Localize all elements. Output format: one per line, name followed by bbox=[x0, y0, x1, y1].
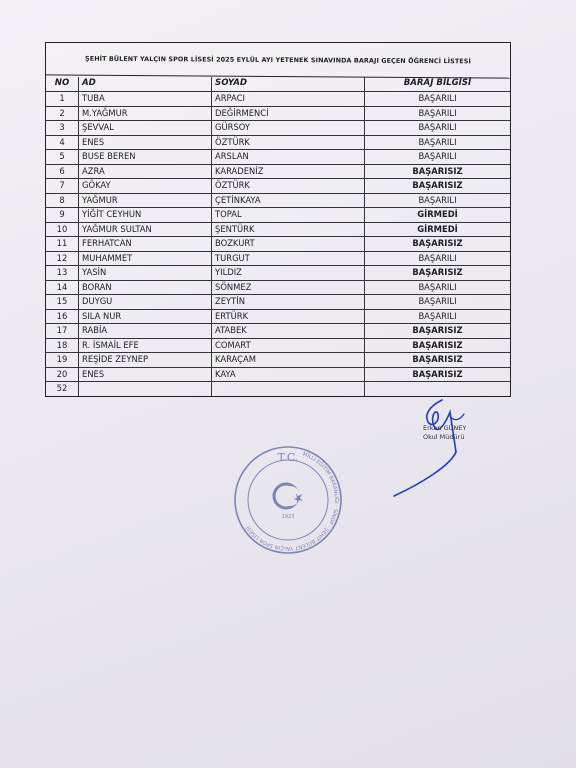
table-row bbox=[46, 338, 510, 353]
row-ad: DUYGU bbox=[79, 295, 212, 310]
row-ad: TUBA bbox=[79, 92, 212, 107]
header-soyad: SOYAD bbox=[212, 77, 365, 92]
row-no: 12 bbox=[46, 251, 79, 266]
table-row bbox=[46, 208, 510, 223]
table-title: ŞEHİT BÜLENT YALÇIN SPOR LİSESİ 2025 EYLÜL AYI YETENEK SINAVINDA BARAJI GEÇEN ÖĞRENCİ LİSTESİ bbox=[46, 41, 510, 78]
table-row bbox=[46, 92, 510, 107]
row-soyad: GÜRSOY bbox=[212, 121, 365, 136]
table-row bbox=[46, 179, 510, 194]
header-no: NO bbox=[46, 77, 79, 92]
seal-year: 1923 bbox=[281, 514, 295, 520]
row-ad: GÖKAY bbox=[79, 179, 212, 194]
table-row bbox=[46, 106, 510, 121]
row-no: 52 bbox=[46, 382, 79, 396]
row-baraj: BAŞARILI bbox=[365, 295, 511, 310]
row-ad: RABİA bbox=[79, 324, 212, 339]
row-soyad: ŞENTÜRK bbox=[212, 222, 365, 237]
row-baraj: BAŞARISIZ bbox=[365, 324, 511, 339]
row-ad: FERHATCAN bbox=[79, 237, 212, 252]
row-ad bbox=[79, 382, 212, 396]
row-ad: YAĞMUR bbox=[79, 193, 212, 208]
table-row bbox=[46, 193, 510, 208]
row-soyad: COMART bbox=[212, 338, 365, 353]
table-row bbox=[46, 324, 510, 339]
row-ad: YAĞMUR SULTAN bbox=[79, 222, 212, 237]
table-row bbox=[46, 266, 510, 281]
row-no: 9 bbox=[46, 208, 79, 223]
row-baraj: BAŞARILI bbox=[365, 150, 511, 165]
row-no: 8 bbox=[46, 193, 79, 208]
row-baraj: BAŞARILI bbox=[365, 121, 511, 136]
row-ad: MUHAMMET bbox=[79, 251, 212, 266]
row-soyad: ÖZTÜRK bbox=[212, 135, 365, 150]
row-soyad: ÖZTÜRK bbox=[212, 179, 365, 194]
table-row bbox=[46, 280, 510, 295]
row-baraj: BAŞARISIZ bbox=[365, 266, 511, 281]
row-baraj: BAŞARILI bbox=[365, 309, 511, 324]
row-no: 6 bbox=[46, 164, 79, 179]
row-ad: BUSE BEREN bbox=[79, 150, 212, 165]
table-row bbox=[46, 121, 510, 136]
row-ad: YASİN bbox=[79, 266, 212, 281]
signer-role: Okul Müdürü bbox=[423, 433, 465, 441]
row-no: 1 bbox=[46, 92, 79, 107]
row-no: 15 bbox=[46, 295, 79, 310]
row-soyad bbox=[212, 382, 365, 396]
row-soyad: ARPACI bbox=[212, 92, 365, 107]
table-row bbox=[46, 353, 510, 368]
table-row bbox=[46, 222, 510, 237]
row-ad: M.YAĞMUR bbox=[79, 106, 212, 121]
row-soyad: KARADENİZ bbox=[212, 164, 365, 179]
table-row bbox=[46, 237, 510, 252]
row-soyad: BOZKURT bbox=[212, 237, 365, 252]
table-row bbox=[46, 150, 510, 165]
row-soyad: KAYA bbox=[212, 367, 365, 382]
row-no: 3 bbox=[46, 121, 79, 136]
table-row bbox=[46, 164, 510, 179]
row-ad: BORAN bbox=[79, 280, 212, 295]
row-no: 11 bbox=[46, 237, 79, 252]
row-ad: SILA NUR bbox=[79, 309, 212, 324]
row-baraj: BAŞARILI bbox=[365, 193, 511, 208]
row-baraj: GİRMEDİ bbox=[365, 222, 511, 237]
row-baraj: BAŞARISIZ bbox=[365, 353, 511, 368]
row-ad: REŞİDE ZEYNEP bbox=[79, 353, 212, 368]
row-baraj: BAŞARISIZ bbox=[365, 164, 511, 179]
row-baraj: BAŞARISIZ bbox=[365, 237, 511, 252]
table-row bbox=[46, 135, 510, 150]
row-soyad: DEĞİRMENCİ bbox=[212, 106, 365, 121]
row-no: 7 bbox=[46, 179, 79, 194]
signer-name: Erkan GÜNEY bbox=[423, 424, 467, 432]
row-soyad: ÇETİNKAYA bbox=[212, 193, 365, 208]
row-no: 17 bbox=[46, 324, 79, 339]
row-ad: YİĞİT CEYHUN bbox=[79, 208, 212, 223]
row-ad: ENES bbox=[79, 367, 212, 382]
row-no: 19 bbox=[46, 353, 79, 368]
table-row bbox=[46, 309, 510, 324]
row-soyad: ZEYTİN bbox=[212, 295, 365, 310]
header-row bbox=[46, 77, 510, 92]
row-ad: ŞEVVAL bbox=[79, 121, 212, 136]
row-soyad: SÖNMEZ bbox=[212, 280, 365, 295]
row-baraj: BAŞARILI bbox=[365, 251, 511, 266]
row-baraj: BAŞARISIZ bbox=[365, 179, 511, 194]
row-soyad: ARSLAN bbox=[212, 150, 365, 165]
official-seal bbox=[232, 444, 344, 556]
row-baraj: BAŞARILI bbox=[365, 106, 511, 121]
row-baraj: BAŞARILI bbox=[365, 280, 511, 295]
row-baraj: BAŞARILI bbox=[365, 135, 511, 150]
row-baraj: GİRMEDİ bbox=[365, 208, 511, 223]
row-baraj: BAŞARISIZ bbox=[365, 338, 511, 353]
row-soyad: TURGUT bbox=[212, 251, 365, 266]
row-soyad: ERTÜRK bbox=[212, 309, 365, 324]
row-baraj: BAŞARISIZ bbox=[365, 367, 511, 382]
row-no: 18 bbox=[46, 338, 79, 353]
row-ad: ENES bbox=[79, 135, 212, 150]
table-row bbox=[46, 367, 510, 382]
row-soyad: YILDIZ bbox=[212, 266, 365, 281]
header-baraj: BARAJ BİLGİSİ bbox=[365, 77, 511, 92]
row-no: 14 bbox=[46, 280, 79, 295]
row-soyad: KARAÇAM bbox=[212, 353, 365, 368]
header-ad: AD bbox=[79, 77, 212, 92]
row-ad: AZRA bbox=[79, 164, 212, 179]
row-no: 2 bbox=[46, 106, 79, 121]
result-table bbox=[45, 42, 511, 397]
row-no: 16 bbox=[46, 309, 79, 324]
signer-block bbox=[423, 424, 466, 442]
row-ad: R. İSMAİL EFE bbox=[79, 338, 212, 353]
table-row bbox=[46, 251, 510, 266]
row-no: 4 bbox=[46, 135, 79, 150]
row-baraj: BAŞARILI bbox=[365, 92, 511, 107]
student-table bbox=[46, 77, 510, 396]
row-no: 13 bbox=[46, 266, 79, 281]
seal-ring-text: MİLLİ EĞİTİM BAKANLIĞI · SİNOP · ŞEHİT BÜLENT YALÇIN SPOR LİSESİ bbox=[245, 451, 340, 552]
seal-top-text: T.C. bbox=[277, 451, 299, 464]
signature-graphic bbox=[380, 392, 470, 502]
row-no: 20 bbox=[46, 367, 79, 382]
row-no: 5 bbox=[46, 150, 79, 165]
row-soyad: ATABEK bbox=[212, 324, 365, 339]
table-row bbox=[46, 295, 510, 310]
row-soyad: TOPAL bbox=[212, 208, 365, 223]
row-no: 10 bbox=[46, 222, 79, 237]
